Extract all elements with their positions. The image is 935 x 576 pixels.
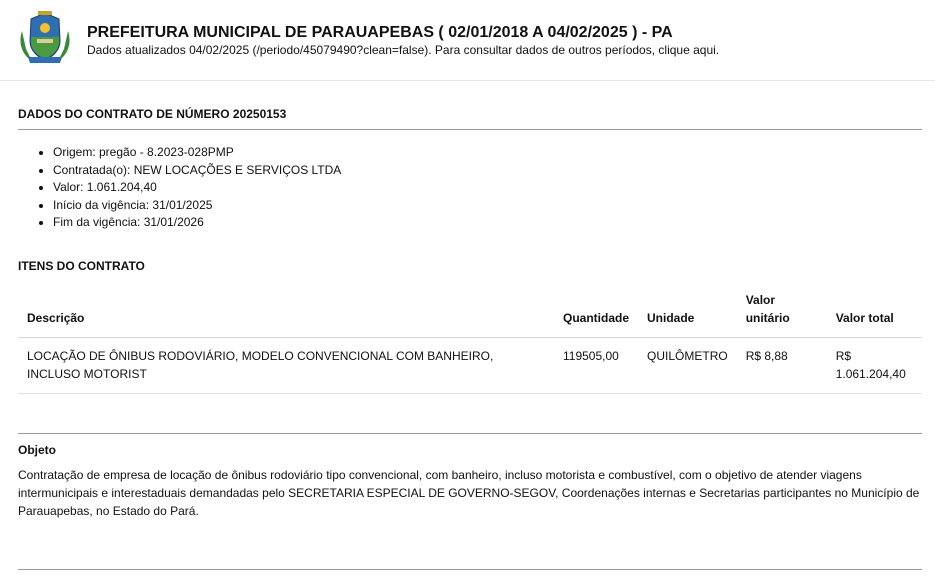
updated-info-text: Dados atualizados 04/02/2025 (/periodo/45079490?clean=false). Para consultar dados de outros períodos, — [87, 43, 659, 57]
municipal-coat-of-arms-icon — [16, 11, 74, 65]
table-header-row — [18, 287, 922, 338]
contract-value: • Valor: 1.061.204,40 — [53, 179, 341, 197]
column-header-unit: Unidade — [638, 287, 737, 338]
page-title: PREFEITURA MUNICIPAL DE PARAUAPEBAS ( 02/01/2018 A 04/02/2025 ) - PA — [87, 24, 673, 41]
column-header-quantity: Quantidade — [554, 287, 638, 338]
item-unit: QUILÔMETRO — [638, 338, 737, 394]
section-divider — [18, 433, 922, 434]
column-header-total-value: Valor total — [827, 287, 922, 338]
items-heading: ITENS DO CONTRATO — [18, 259, 145, 273]
contract-details-list — [35, 144, 341, 232]
contract-start-date: • Início da vigência: 31/01/2025 — [53, 197, 341, 215]
contract-end-date: • Fim da vigência: 31/01/2026 — [53, 214, 341, 232]
page-header — [0, 0, 935, 81]
other-periods-link[interactable]: clique aqui. — [658, 43, 720, 57]
column-header-description: Descrição — [18, 287, 554, 338]
data-updated-notice — [87, 43, 719, 57]
contract-heading: DADOS DO CONTRATO DE NÚMERO 20250153 — [18, 107, 287, 121]
contract-contractor: • Contratada(o): NEW LOCAÇÕES E SERVIÇOS LTDA — [53, 162, 341, 180]
contract-items-table — [18, 287, 922, 394]
item-unit-value: R$ 8,88 — [737, 338, 827, 394]
item-total-value: R$ 1.061.204,40 — [827, 338, 922, 394]
footer-divider — [18, 569, 922, 570]
column-header-unit-value: Valor unitário — [737, 287, 827, 338]
item-quantity: 119505,00 — [554, 338, 638, 394]
objeto-heading: Objeto — [18, 443, 56, 457]
item-description: LOCAÇÃO DE ÔNIBUS RODOVIÁRIO, MODELO CONVENCIONAL COM BANHEIRO, INCLUSO MOTORIST — [18, 338, 554, 394]
section-divider — [18, 129, 922, 130]
contract-origin: • Origem: pregão - 8.2023-028PMP — [53, 144, 341, 162]
objeto-description: Contratação de empresa de locação de ônibus rodoviário tipo convencional, com banheiro, incluso motorista e combustível, com o objetivo de atender viagens intermunicipais e interestaduais demandadas pelo SECRETARIA ESPECIAL DE GOVERNO-SEGOV, Coordenações internas e Secretarias participantes no Município de Parauapebas, no Estado do Pará. — [18, 468, 920, 518]
table-row — [18, 338, 922, 394]
